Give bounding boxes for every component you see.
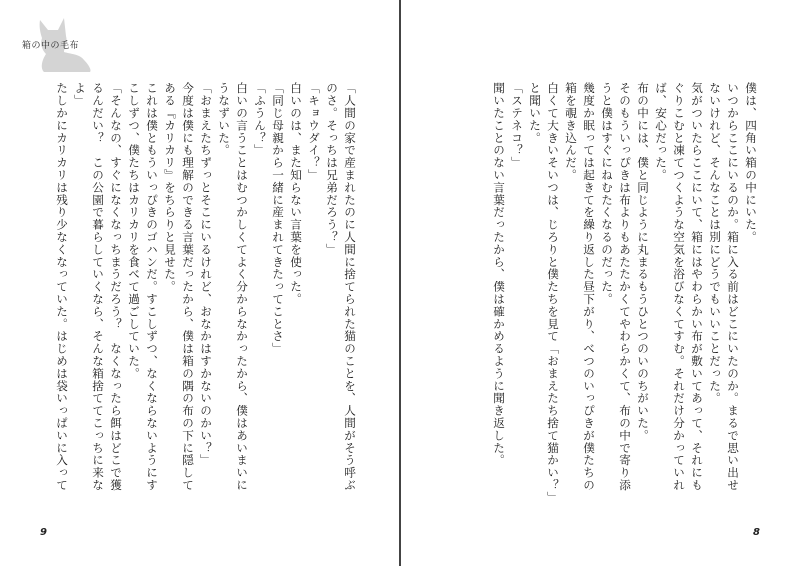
paragraph: 気がついたらここにいて、箱にはやわらかい布が敷いてあって、それにもぐりこむと凍てつくような空気を浴びなくてすむ。それだけ分かっていれば、安心だった。	[654, 82, 704, 492]
paragraph: 「ふうん？」	[253, 82, 267, 157]
paragraph: これは僕ともういっぴきのゴハンだ。すこしずつ、なくならないようにすこしずつ、僕たちはカリカリを食べて過ごしていた。	[127, 82, 159, 492]
paragraph: たしかにカリカリは残り少なくなっていた。はじめは袋いっぱいに入って	[55, 82, 69, 492]
paragraph: 白くて大きいそいつは、じろりと僕たちを見て「おまえたち捨て猫かい？」と聞いた。	[528, 82, 560, 498]
page-number-left: 9	[40, 527, 47, 538]
paragraph: 白いの言うことはむつかしくてよく分からなかったから、僕はあいまいにうなずいた。	[217, 82, 249, 492]
paragraph: 僕は、四角い箱の中にいた。	[744, 82, 758, 244]
paragraph: そのもういっぴきは布よりもあたたかくてやわらかくて、布の中で寄り添うと僕はすぐにねむたくなるのだった。	[600, 82, 632, 492]
paragraph: 「人間の家で産まれたのに人間に捨てられた猫のことを、人間がそう呼ぶのさ。そっちは兄弟だろう？」	[325, 82, 357, 492]
paragraph: 聞いたことのない言葉だったから、僕は確かめるように聞き返した。	[492, 82, 506, 467]
paragraph: 幾度か眠っては起きてを繰り返した昼下がり、べつのいっぴきが僕たちの箱を覗き込んだ。	[564, 82, 596, 492]
paragraph: いつからここにいるのか。箱に入る前はどこにいたのか。まるで思い出せないけれど、そんなことは別にどうでもいいことだった。	[708, 82, 740, 492]
paragraph: 白いのは、また知らない言葉を使った。	[289, 82, 303, 306]
page-number-right: 8	[753, 527, 760, 538]
paragraph: 「そんなの、すぐになくなっちまうだろう？ なくなったら餌はどこで獲るんだい？ この公園で暮らしていくなら、そんな箱捨ててこっちに来なよ」	[73, 82, 123, 492]
paragraph: 「おまえたちずっとそこにいるけれど、おなかはすかないのかい？」	[199, 82, 213, 467]
paragraph: 布の中には、僕と同じように丸まるもうひとつのいのちがいた。	[636, 82, 650, 442]
book-title: 箱の中の毛布	[22, 41, 80, 51]
paragraph: 「キョウダイ？」	[307, 82, 321, 182]
left-body-text	[53, 82, 359, 502]
paragraph: 「同じ母親から一緒に産まれてきたってことさ」	[271, 82, 285, 355]
paragraph: 今度は僕にも理解のできる言葉だったから、僕は箱の隅の布の下に隠してある『カリカリ』をちらりと見せた。	[163, 82, 195, 492]
right-page	[401, 0, 800, 566]
left-page	[0, 0, 399, 566]
paragraph: 「ステネコ？」	[510, 82, 524, 169]
right-body-text	[490, 82, 760, 502]
